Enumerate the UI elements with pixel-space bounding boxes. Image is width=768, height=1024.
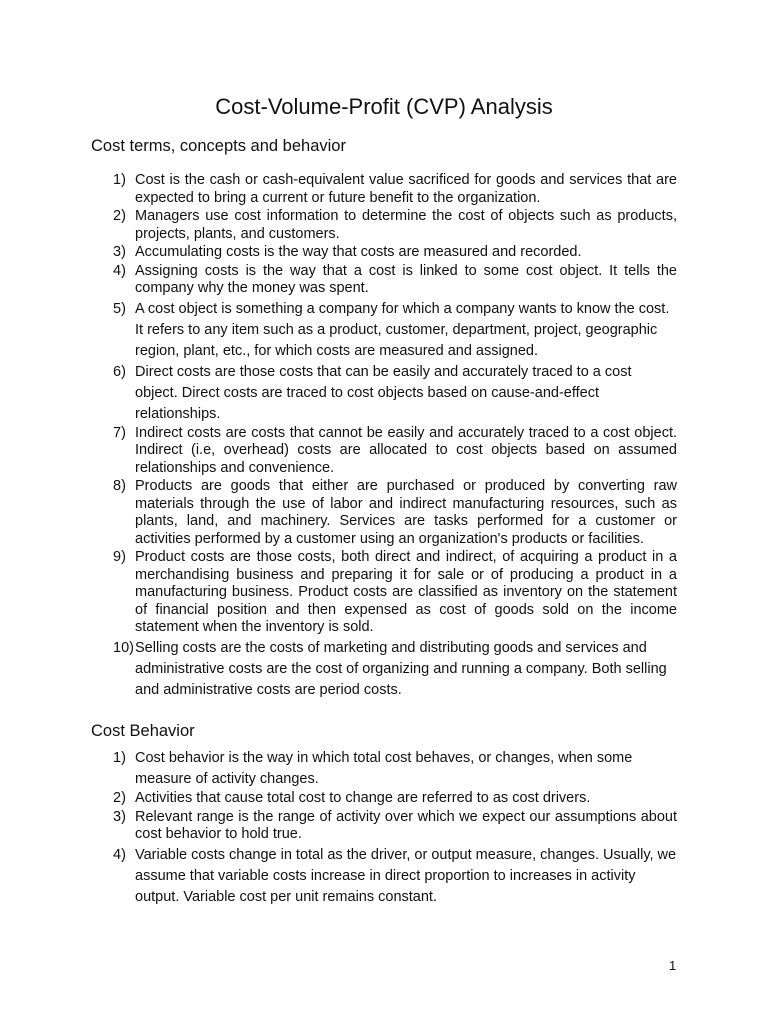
list-item-number: 1) <box>113 750 126 766</box>
page-number: 1 <box>669 958 677 973</box>
list-item <box>0 809 768 844</box>
list-item-number: 7) <box>113 424 126 441</box>
list-item <box>0 638 768 701</box>
list-item-number: 2) <box>113 208 126 224</box>
list-item-number: 8) <box>113 478 126 494</box>
list-item-number: 5) <box>113 300 126 317</box>
list-item <box>0 748 768 790</box>
list-item <box>0 362 768 425</box>
list-item-text: Cost is the cash or cash-equivalent value sacrificed for goods and services that are expected to bring a current or future benefit to the organization. <box>135 172 677 206</box>
page-title: Cost-Volume-Profit (CVP) Analysis <box>215 94 553 119</box>
list-item <box>0 845 768 908</box>
list-item <box>0 790 768 808</box>
list-item-text: Accumulating costs is the way that costs are measured and recorded. <box>135 244 582 260</box>
list-item-number: 10) <box>113 639 134 656</box>
list-item-text: Selling costs are the costs of marketing and distributing goods and services and administrative costs are the cost of organizing and running a company. Both selling and administrative costs are period costs. <box>135 639 667 698</box>
list-item <box>0 244 768 262</box>
list-item-text: Assigning costs is the way that a cost is linked to some cost object. It tells the company why the money was spent. <box>135 262 677 296</box>
list-item-text: Activities that cause total cost to change are referred to as cost drivers. <box>135 790 591 806</box>
list-item-text: Variable costs change in total as the driver, or output measure, changes. Usually, we assume that variable costs increase in direct proportion to increases in activity output. Variable cost per unit remains constant. <box>135 846 677 905</box>
list-item-text: Cost behavior is the way in which total cost behaves, or changes, when some measure of activity changes. <box>135 750 633 787</box>
list-item-text: Direct costs are those costs that can be easily and accurately traced to a cost object. Direct costs are traced to cost objects based on cause-and-effect relationships. <box>135 363 632 422</box>
list-item <box>0 208 768 243</box>
list-item-text: Product costs are those costs, both direct and indirect, of acquiring a product in a merchandising business and preparing it for sale or of producing a product in a manufacturing business. Product costs are classified as inventory on the statement of financial position and then expensed as cost of goods sold on the income statement when the inventory is sold. <box>135 549 677 635</box>
list-item-number: 1) <box>113 172 126 188</box>
list-item <box>0 172 768 207</box>
list-item <box>0 425 768 478</box>
list-item-number: 6) <box>113 363 126 380</box>
cost-terms-list <box>0 172 768 701</box>
list-item-text: A cost object is something a company for which a company wants to know the cost. It refers to any item such as a product, customer, department, project, geographic region, plant, etc., for which costs are measured and assigned. <box>135 300 670 359</box>
list-item-number: 4) <box>113 262 126 279</box>
list-item-text: Relevant range is the range of activity over which we expect our assumptions about cost behavior to hold true. <box>135 808 677 842</box>
list-item-number: 3) <box>113 244 126 260</box>
list-item-number: 2) <box>113 790 126 806</box>
list-item <box>0 478 768 548</box>
list-item <box>0 299 768 362</box>
list-item-text: Products are goods that either are purchased or produced by converting raw materials through the use of labor and indirect manufacturing resources, such as plants, land, and machinery. Services are tasks performed for a customer or activities performed by a customer using an organization's products or facilities. <box>135 478 677 547</box>
list-item-number: 3) <box>113 808 126 825</box>
list-item <box>0 263 768 298</box>
section-heading-cost-terms: Cost terms, concepts and behavior <box>91 137 346 155</box>
list-item-text: Indirect costs are costs that cannot be easily and accurately traced to a cost object. Indirect (i.e, overhead) costs are allocated to cost objects based on assumed relationships and convenience. <box>135 424 677 476</box>
list-item-text: Managers use cost information to determine the cost of objects such as products, projects, plants, and customers. <box>135 208 677 242</box>
list-item-number: 9) <box>113 549 126 565</box>
cost-behavior-list <box>0 748 768 908</box>
list-item-number: 4) <box>113 846 126 863</box>
section-heading-cost-behavior: Cost Behavior <box>91 722 195 740</box>
list-item <box>0 549 768 637</box>
